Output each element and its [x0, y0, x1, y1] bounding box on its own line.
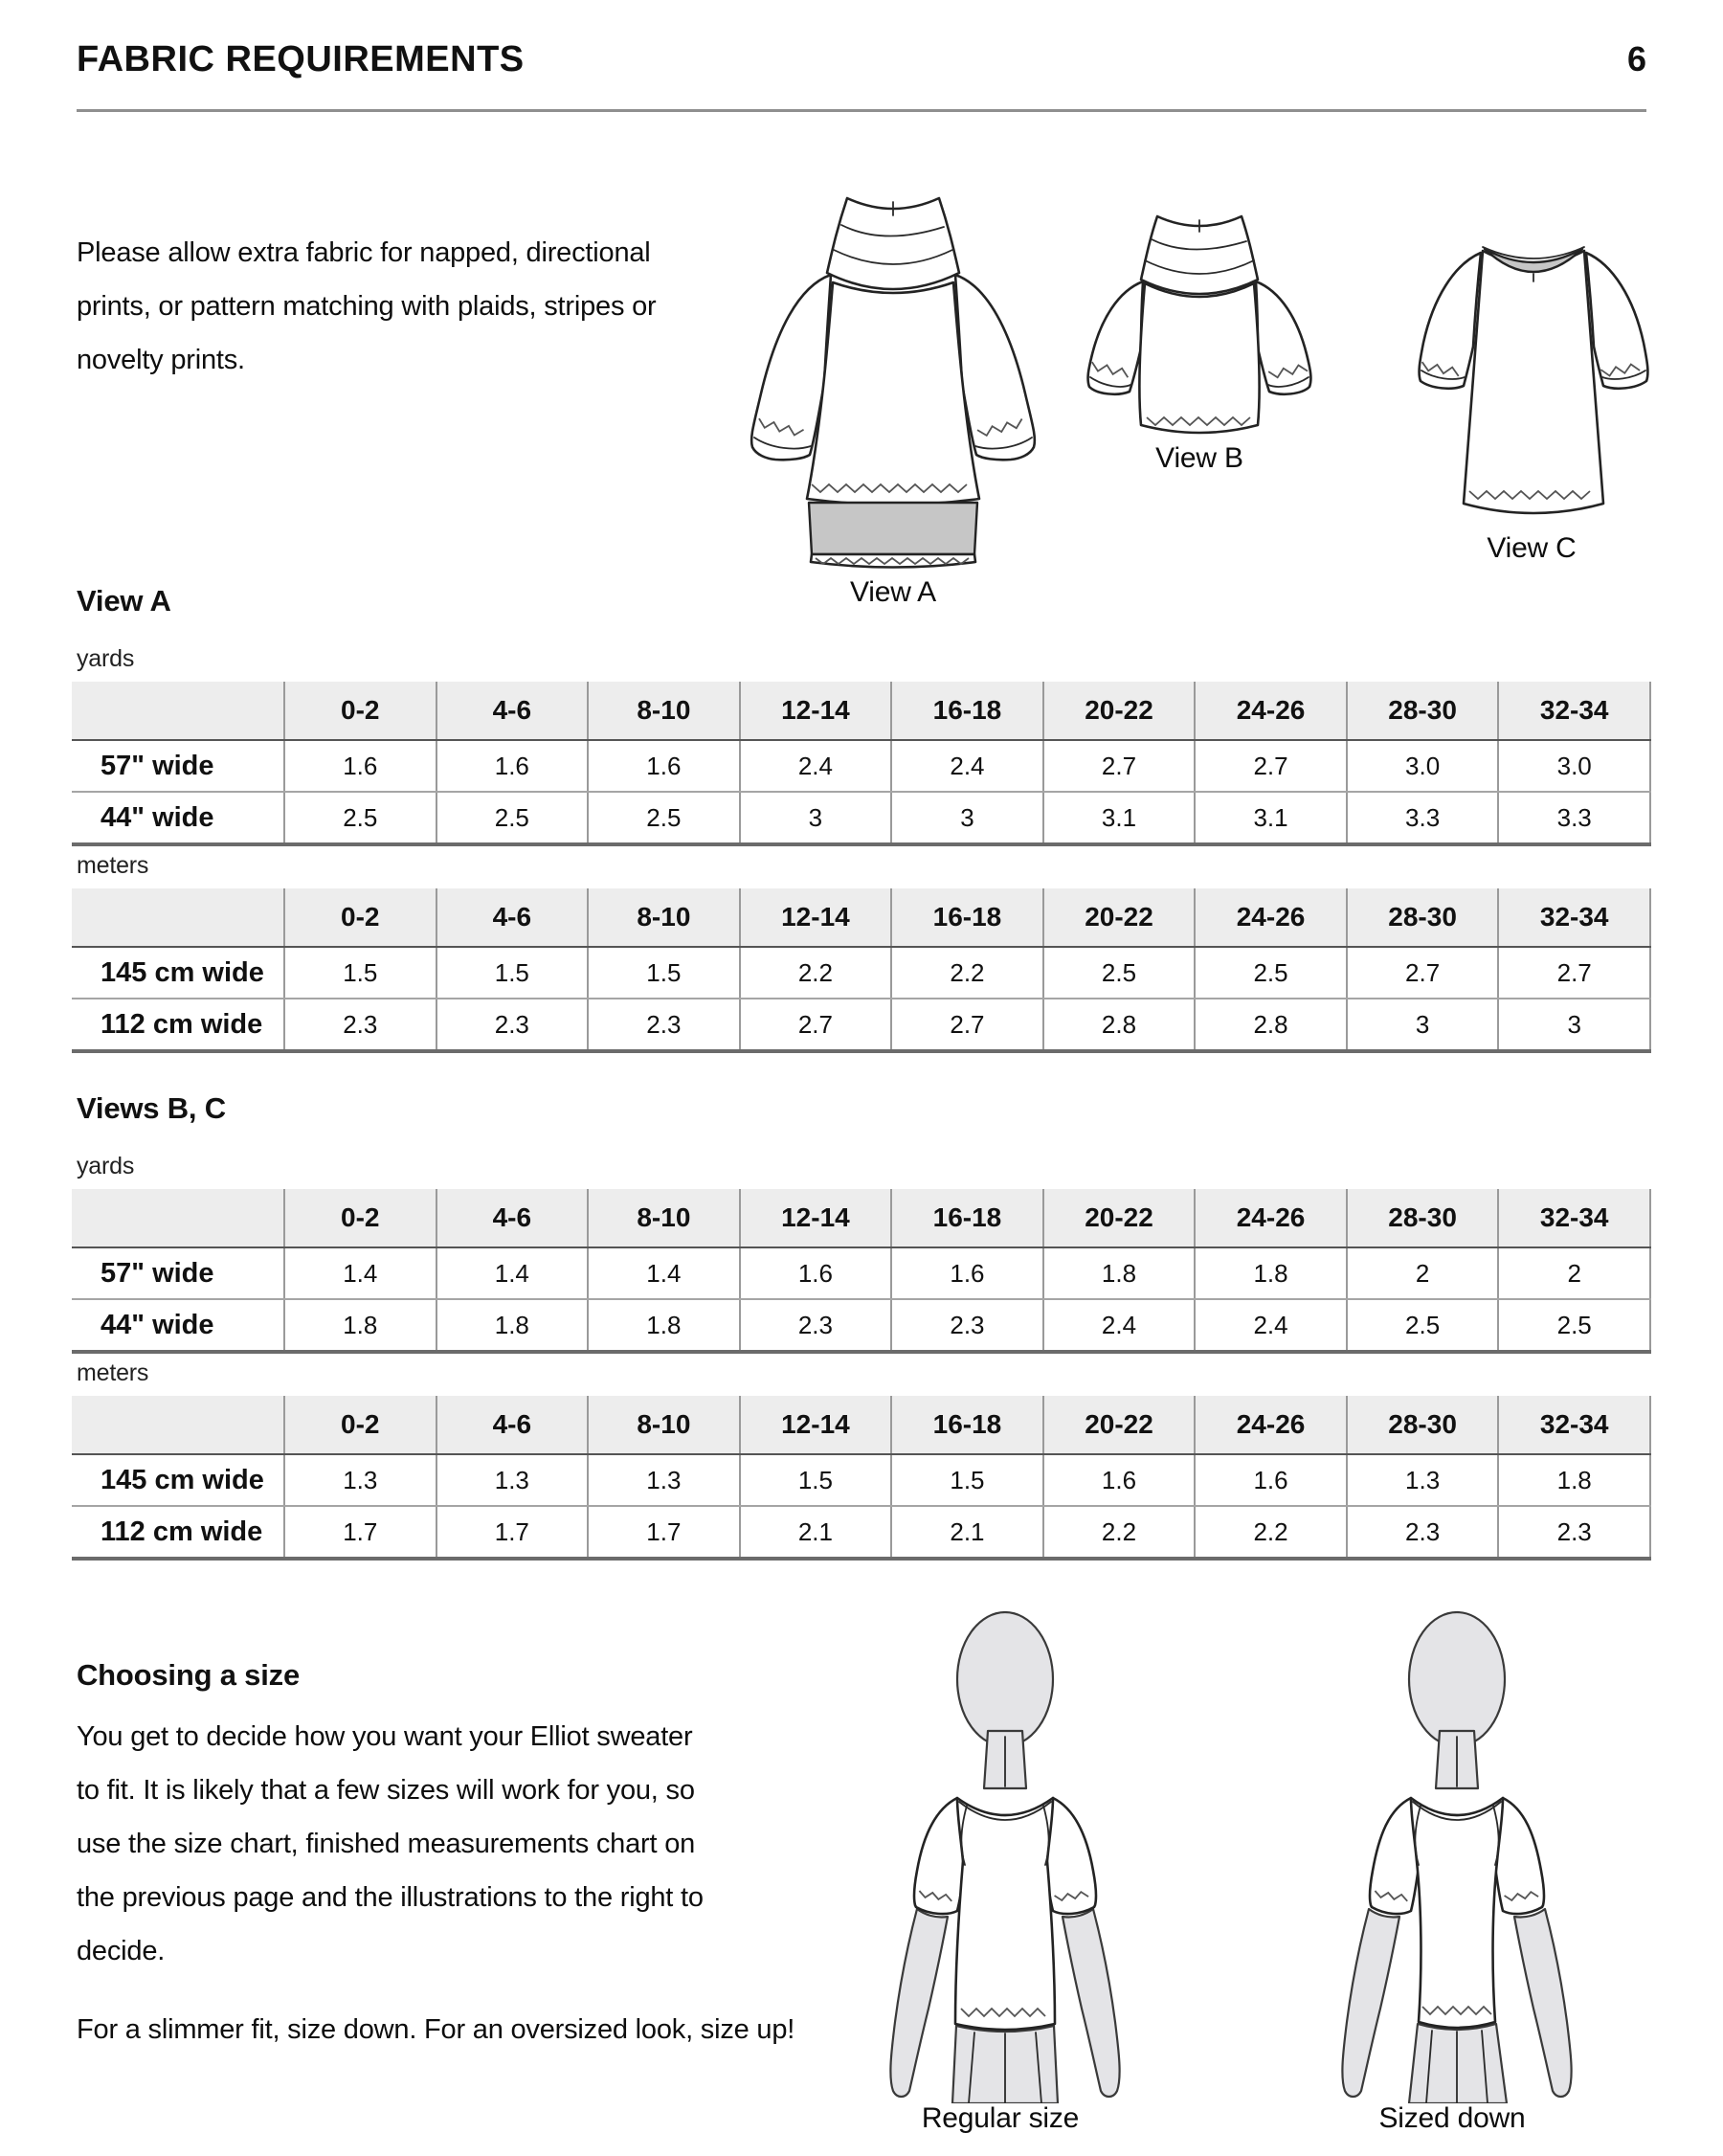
views-bc-meters-table: [72, 1396, 1651, 1561]
view-a-meters-table: [72, 888, 1651, 1053]
views-bc-meters-label: meters: [77, 1359, 149, 1386]
size-column-header: 28-30: [1347, 1189, 1499, 1247]
yardage-value-cell: 2.5: [588, 792, 740, 844]
fabric-width-row: [72, 792, 1650, 844]
view-b-cowl-neck: [1141, 216, 1258, 294]
view-c-garment-illustration: [1376, 220, 1696, 531]
view-b-body: [1139, 283, 1259, 433]
view-a-caption: View A: [850, 576, 936, 608]
fabric-width-row: [72, 1299, 1650, 1352]
yardage-value-cell: 2.3: [740, 1299, 892, 1352]
yardage-value-cell: 3.1: [1195, 792, 1347, 844]
yardage-value-cell: 2.5: [1043, 947, 1196, 999]
yardage-value-cell: 1.5: [891, 1454, 1043, 1506]
size-column-header: 24-26: [1195, 682, 1347, 740]
yardage-value-cell: 2.4: [740, 740, 892, 792]
size-column-header: 20-22: [1043, 682, 1196, 740]
size-column-header: 32-34: [1498, 1396, 1650, 1454]
yardage-value-cell: 2.1: [891, 1506, 1043, 1559]
yardage-value-cell: 2.3: [588, 999, 740, 1051]
yardage-value-cell: 2.8: [1195, 999, 1347, 1051]
view-a-hem-band: [809, 503, 977, 568]
size-column-header: 4-6: [436, 682, 589, 740]
yardage-value-cell: 1.7: [436, 1506, 589, 1559]
yardage-value-cell: 1.8: [1498, 1454, 1650, 1506]
yardage-value-cell: 2.4: [1043, 1299, 1196, 1352]
size-column-header: 32-34: [1498, 1189, 1650, 1247]
size-column-header: 0-2: [284, 682, 436, 740]
yardage-value-cell: 3.0: [1498, 740, 1650, 792]
yardage-value-cell: 2.7: [1195, 740, 1347, 792]
yardage-value-cell: 2.2: [1043, 1506, 1196, 1559]
yardage-value-cell: 2.3: [1498, 1506, 1650, 1559]
yardage-value-cell: 2.2: [740, 947, 892, 999]
fabric-width-label: 44" wide: [72, 1299, 284, 1352]
fabric-width-label: 112 cm wide: [72, 999, 284, 1051]
yardage-value-cell: 3: [1498, 999, 1650, 1051]
yardage-value-cell: 2.3: [284, 999, 436, 1051]
yardage-value-cell: 1.6: [740, 1247, 892, 1299]
regular-size-figure-illustration: [840, 1610, 1171, 2103]
size-column-header: 8-10: [588, 1396, 740, 1454]
yardage-value-cell: 2.4: [891, 740, 1043, 792]
section-title-view-a: View A: [77, 584, 171, 618]
page-number: 6: [1626, 39, 1646, 79]
yardage-value-cell: 1.4: [436, 1247, 589, 1299]
yardage-value-cell: 3.0: [1347, 740, 1499, 792]
yardage-value-cell: 1.6: [284, 740, 436, 792]
yardage-value-cell: 2.1: [740, 1506, 892, 1559]
yardage-value-cell: 1.7: [284, 1506, 436, 1559]
size-column-header: 28-30: [1347, 1396, 1499, 1454]
yardage-value-cell: 2.7: [891, 999, 1043, 1051]
yardage-value-cell: 2.7: [1043, 740, 1196, 792]
yardage-value-cell: 3: [891, 792, 1043, 844]
yardage-value-cell: 3.1: [1043, 792, 1196, 844]
yardage-value-cell: 3.3: [1347, 792, 1499, 844]
choosing-size-paragraph-1: You get to decide how you want your Elliot sweater to fit. It is likely that a few sizes will work for you, so use the size chart, finished measurements chart on the previous page and the illustrations to the right to decide.: [77, 1721, 704, 1966]
yardage-value-cell: 2.3: [1347, 1506, 1499, 1559]
fabric-width-row: [72, 1454, 1650, 1506]
fabric-width-label: 57" wide: [72, 1247, 284, 1299]
yardage-value-cell: 1.5: [740, 1454, 892, 1506]
yardage-value-cell: 2.5: [284, 792, 436, 844]
size-column-header: 20-22: [1043, 1396, 1196, 1454]
view-a-garment-illustration: [716, 187, 1070, 579]
yardage-value-cell: 1.3: [436, 1454, 589, 1506]
yardage-value-cell: 1.5: [588, 947, 740, 999]
yardage-value-cell: 1.5: [284, 947, 436, 999]
sized-down-figure-illustration: [1292, 1610, 1622, 2103]
view-a-meters-label: meters: [77, 852, 149, 879]
regular-size-shirt: [914, 1798, 1096, 2030]
view-c-body: [1464, 251, 1603, 513]
yardage-value-cell: 1.8: [588, 1299, 740, 1352]
yardage-value-cell: 2.5: [1347, 1299, 1499, 1352]
yardage-value-cell: 1.6: [1043, 1454, 1196, 1506]
choosing-size-paragraph-2: For a slimmer fit, size down. For an oversized look, size up!: [77, 2014, 795, 2045]
size-column-header: 12-14: [740, 1189, 892, 1247]
size-column-header: 12-14: [740, 682, 892, 740]
yardage-value-cell: 3.3: [1498, 792, 1650, 844]
yardage-value-cell: 3: [740, 792, 892, 844]
yardage-value-cell: 2.4: [1195, 1299, 1347, 1352]
yardage-value-cell: 1.6: [1195, 1454, 1347, 1506]
size-column-header: 24-26: [1195, 1396, 1347, 1454]
views-bc-yards-label: yards: [77, 1153, 135, 1179]
size-column-header: 0-2: [284, 1396, 436, 1454]
yardage-value-cell: 1.4: [588, 1247, 740, 1299]
size-table-corner: [72, 1396, 284, 1454]
yardage-value-cell: 2.8: [1043, 999, 1196, 1051]
yardage-value-cell: 1.3: [284, 1454, 436, 1506]
yardage-value-cell: 2.2: [891, 947, 1043, 999]
view-b-garment-illustration: [1063, 203, 1340, 452]
yardage-value-cell: 2.5: [1498, 1299, 1650, 1352]
size-column-header: 16-18: [891, 682, 1043, 740]
yardage-value-cell: 2: [1498, 1247, 1650, 1299]
size-column-header: 28-30: [1347, 888, 1499, 947]
fabric-width-row: [72, 740, 1650, 792]
fabric-width-label: 57" wide: [72, 740, 284, 792]
fabric-width-row: [72, 1506, 1650, 1559]
yardage-value-cell: 1.6: [588, 740, 740, 792]
choosing-size-title: Choosing a size: [77, 1658, 300, 1692]
size-column-header: 28-30: [1347, 682, 1499, 740]
size-column-header: 24-26: [1195, 1189, 1347, 1247]
fabric-width-label: 44" wide: [72, 792, 284, 844]
yardage-value-cell: 2.2: [1195, 1506, 1347, 1559]
yardage-value-cell: 1.6: [436, 740, 589, 792]
size-column-header: 16-18: [891, 1189, 1043, 1247]
size-column-header: 0-2: [284, 888, 436, 947]
yardage-value-cell: 2.5: [1195, 947, 1347, 999]
yardage-value-cell: 1.3: [1347, 1454, 1499, 1506]
yardage-value-cell: 2.7: [1347, 947, 1499, 999]
yardage-value-cell: 1.4: [284, 1247, 436, 1299]
size-column-header: 8-10: [588, 1189, 740, 1247]
size-column-header: 12-14: [740, 888, 892, 947]
size-column-header: 32-34: [1498, 888, 1650, 947]
size-column-header: 20-22: [1043, 1189, 1196, 1247]
regular-size-caption: Regular size: [921, 2102, 1080, 2134]
yardage-value-cell: 1.8: [436, 1299, 589, 1352]
size-column-header: 20-22: [1043, 888, 1196, 947]
size-table-corner: [72, 888, 284, 947]
yardage-value-cell: 2.7: [1498, 947, 1650, 999]
fabric-width-row: [72, 947, 1650, 999]
intro-paragraph: Please allow extra fabric for napped, directional prints, or pattern matching with plaids, stripes or novelty prints.: [77, 237, 657, 375]
yardage-value-cell: 1.7: [588, 1506, 740, 1559]
view-c-caption: View C: [1487, 532, 1577, 564]
fabric-width-label: 145 cm wide: [72, 1454, 284, 1506]
yardage-value-cell: 2.5: [436, 792, 589, 844]
fabric-width-label: 112 cm wide: [72, 1506, 284, 1559]
yardage-value-cell: 2: [1347, 1247, 1499, 1299]
size-table-corner: [72, 1189, 284, 1247]
yardage-value-cell: 1.8: [1043, 1247, 1196, 1299]
yardage-value-cell: 2.3: [891, 1299, 1043, 1352]
size-column-header: 8-10: [588, 888, 740, 947]
yardage-value-cell: 1.8: [284, 1299, 436, 1352]
yardage-value-cell: 1.3: [588, 1454, 740, 1506]
view-a-yards-table: [72, 682, 1651, 846]
size-column-header: 16-18: [891, 888, 1043, 947]
yardage-value-cell: 1.5: [436, 947, 589, 999]
view-a-yards-label: yards: [77, 645, 135, 672]
yardage-value-cell: 1.8: [1195, 1247, 1347, 1299]
size-table-corner: [72, 682, 284, 740]
fabric-width-row: [72, 999, 1650, 1051]
size-column-header: 0-2: [284, 1189, 436, 1247]
size-column-header: 4-6: [436, 1189, 589, 1247]
sized-down-shirt: [1370, 1798, 1544, 2028]
size-column-header: 12-14: [740, 1396, 892, 1454]
sized-down-caption: Sized down: [1378, 2102, 1526, 2134]
size-column-header: 4-6: [436, 888, 589, 947]
section-title-views-bc: Views B, C: [77, 1091, 226, 1125]
fabric-width-row: [72, 1247, 1650, 1299]
yardage-value-cell: 2.7: [740, 999, 892, 1051]
yardage-value-cell: 3: [1347, 999, 1499, 1051]
size-column-header: 8-10: [588, 682, 740, 740]
yardage-value-cell: 2.3: [436, 999, 589, 1051]
yardage-value-cell: 1.6: [891, 1247, 1043, 1299]
view-a-turtleneck: [827, 198, 959, 289]
views-bc-yards-table: [72, 1189, 1651, 1354]
view-a-body: [807, 282, 979, 505]
page-header: [77, 36, 1646, 112]
size-column-header: 24-26: [1195, 888, 1347, 947]
size-column-header: 16-18: [891, 1396, 1043, 1454]
page-title: FABRIC REQUIREMENTS: [77, 39, 525, 79]
size-column-header: 4-6: [436, 1396, 589, 1454]
size-column-header: 32-34: [1498, 682, 1650, 740]
fabric-width-label: 145 cm wide: [72, 947, 284, 999]
view-b-caption: View B: [1155, 442, 1243, 474]
